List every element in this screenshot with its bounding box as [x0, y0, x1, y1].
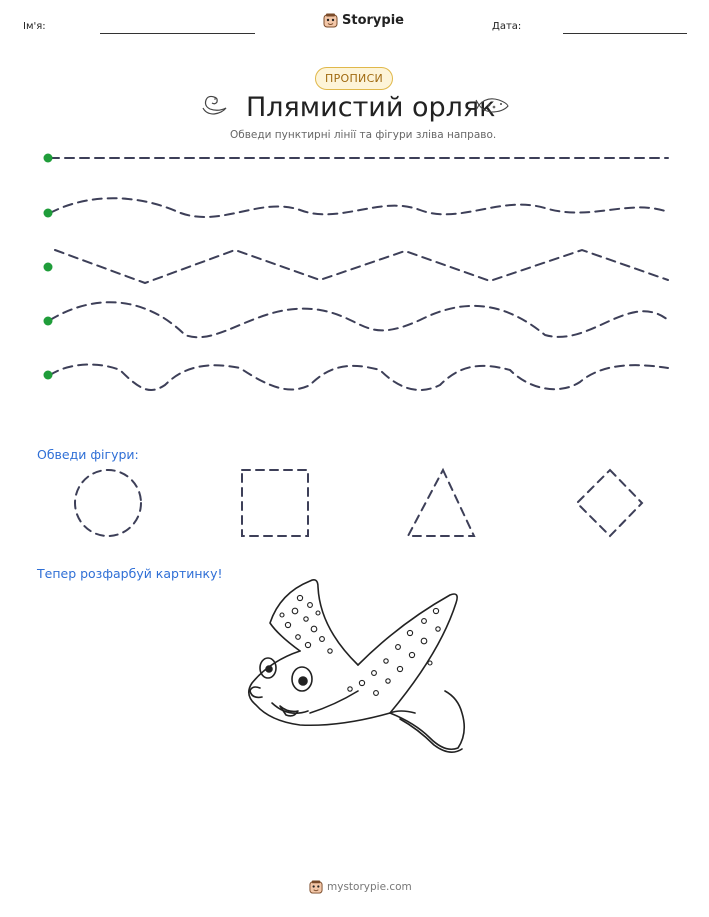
- storypie-logo-icon: [309, 880, 323, 894]
- instructions-text: Обведи пунктирні лінії та фігури зліва направо.: [230, 129, 497, 141]
- footer-site-link[interactable]: mystorypie.com: [327, 881, 412, 893]
- shapes-section-label: Обведи фігури:: [37, 447, 139, 462]
- brand-logo: [323, 13, 404, 28]
- swan-doodle-icon: [200, 93, 232, 117]
- manta-ray-illustration: [240, 573, 468, 763]
- tracing-line-zigzag: [55, 250, 668, 283]
- fish-doodle-icon: [475, 94, 511, 116]
- storypie-logo-icon: [323, 13, 338, 28]
- start-dot-icon: [44, 209, 53, 218]
- trace-triangle: [408, 470, 474, 536]
- tracing-lines: [0, 140, 709, 405]
- worksheet-badge: ПРОПИСИ: [315, 67, 393, 90]
- coloring-section-label: Тепер розфарбуй картинку!: [37, 566, 223, 581]
- start-dot-icon: [44, 317, 53, 326]
- date-label: Дата:: [492, 21, 522, 32]
- shapes-row: [60, 465, 660, 545]
- trace-diamond: [577, 470, 642, 536]
- date-field-line[interactable]: [563, 33, 687, 34]
- tracing-line-deep-wave: [50, 365, 668, 390]
- name-label: Ім'я:: [23, 21, 46, 32]
- footer: [309, 880, 412, 894]
- start-dot-icon: [44, 371, 53, 380]
- start-dot-icon: [44, 154, 53, 163]
- tracing-line-wave: [50, 302, 668, 337]
- start-dot-icon: [44, 263, 53, 272]
- page-title: Плямистий орляк: [246, 92, 496, 123]
- tracing-line-gentle-wave: [50, 198, 668, 217]
- trace-circle: [75, 470, 141, 536]
- name-field-line[interactable]: [100, 33, 255, 34]
- brand-name: Storypie: [342, 13, 404, 28]
- trace-square: [242, 470, 308, 536]
